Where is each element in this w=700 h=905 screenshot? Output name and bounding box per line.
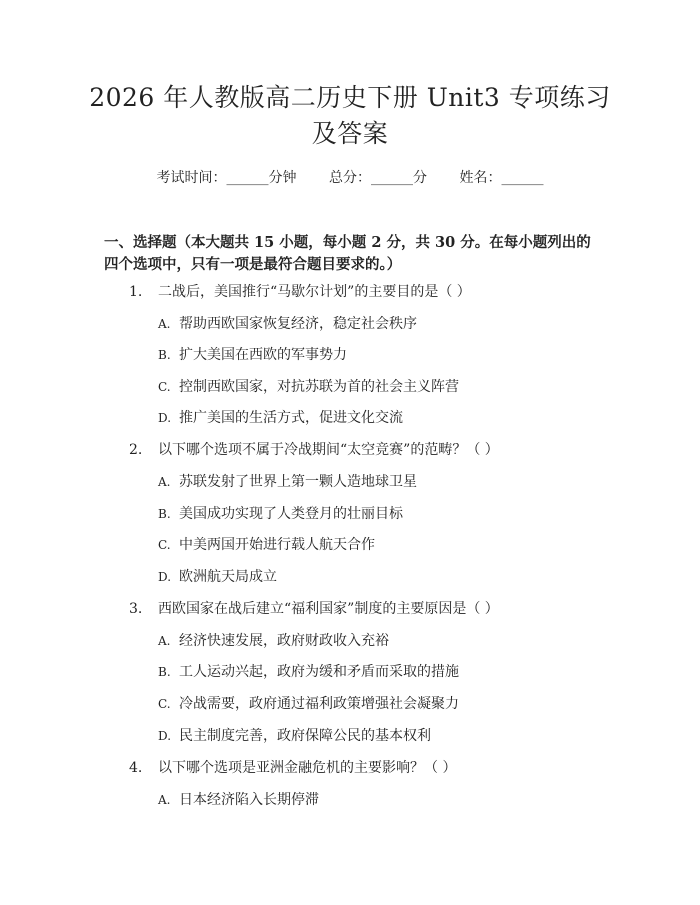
option-letter: C. [158,538,171,552]
option-letter: D. [158,729,172,743]
question-stem [129,282,629,302]
question-text: 以下哪个选项不属于冷战期间“太空竞赛”的范畴？（ ） [158,442,499,458]
question-stem [129,440,629,460]
question-stem [129,599,629,619]
option-letter: C. [158,380,171,394]
option-item [158,314,628,334]
option-text: 经济快速发展，政府财政收入充裕 [179,633,389,649]
option-letter: A. [158,793,171,807]
option-letter: D. [158,570,172,584]
option-text: 中美两国开始进行载人航天合作 [179,537,375,553]
option-text: 控制西欧国家，对抗苏联为首的社会主义阵营 [179,379,459,395]
option-letter: A. [158,317,171,331]
question-text: 以下哪个选项是亚洲金融危机的主要影响？（ ） [158,760,457,776]
option-item [158,631,628,651]
option-item [158,726,628,746]
option-text: 苏联发射了世界上第一颗人造地球卫星 [179,474,417,490]
option-item [158,504,628,524]
option-letter: A. [158,634,171,648]
option-letter: D. [158,411,172,425]
question-number: 2. [129,442,143,458]
option-letter: C. [158,697,171,711]
question-number: 1. [129,284,143,300]
option-item [158,377,628,397]
question-number: 3. [129,601,143,617]
question-number: 4. [129,760,143,776]
total-score-field: 总分：______分 [329,170,427,186]
section-heading-multiple-choice: 一、选择题（本大题共 15 小题，每小题 2 分，共 30 分。在每小题列出的四个选项中，只有一项是最符合题目要求的。） [104,234,591,273]
option-letter: B. [158,507,171,521]
exam-time-field: 考试时间：______分钟 [156,170,297,186]
option-text: 工人运动兴起，政府为缓和矛盾而采取的措施 [179,664,459,680]
option-item [158,567,628,587]
option-text: 扩大美国在西欧的军事势力 [179,347,347,363]
option-item [158,472,628,492]
option-item [158,408,628,428]
question-text: 二战后，美国推行“马歇尔计划”的主要目的是（ ） [158,284,471,300]
option-item [158,694,628,714]
option-text: 推广美国的生活方式，促进文化交流 [179,410,403,426]
option-letter: A. [158,475,171,489]
option-letter: B. [158,665,171,679]
question-text: 西欧国家在战后建立“福利国家”制度的主要原因是（ ） [158,601,499,617]
option-text: 美国成功实现了人类登月的壮丽目标 [179,506,403,522]
option-item [158,662,628,682]
option-item [158,790,628,810]
question-stem [129,758,629,778]
option-item [158,345,628,365]
option-text: 帮助西欧国家恢复经济，稳定社会秩序 [179,316,417,332]
option-text: 日本经济陷入长期停滞 [179,792,319,808]
option-letter: B. [158,348,171,362]
option-text: 民主制度完善，政府保障公民的基本权利 [179,728,431,744]
option-item [158,535,628,555]
title-line-1: 2026 年人教版高二历史下册 Unit3 专项练习 [89,83,611,112]
option-text: 冷战需要，政府通过福利政策增强社会凝聚力 [179,696,459,712]
option-text: 欧洲航天局成立 [179,569,277,585]
title-line-2: 及答案 [311,119,389,148]
student-name-field: 姓名：______ [459,170,544,186]
